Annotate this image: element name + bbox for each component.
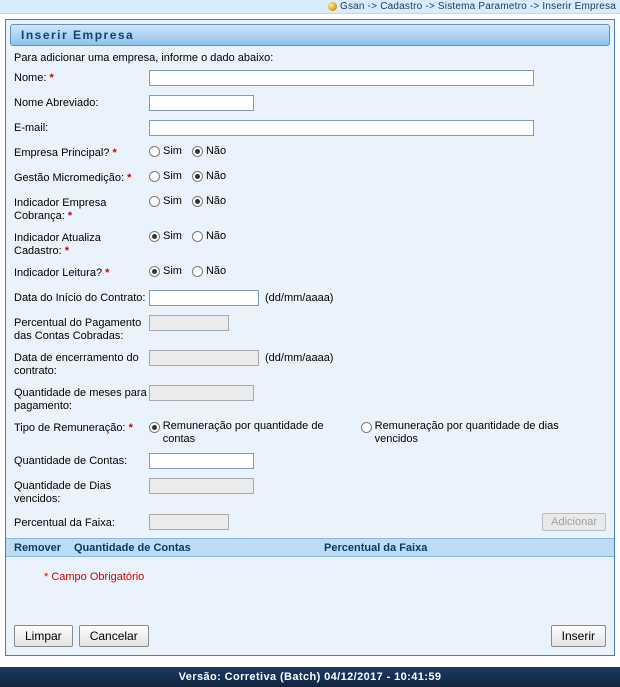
- nome-input[interactable]: [149, 70, 534, 86]
- tipo-remuneracao-dias-vencidos[interactable]: [361, 420, 598, 446]
- data-inicio-contrato-input[interactable]: [149, 290, 259, 306]
- radio-label: Remuneração por quantidade de dias vencidos: [374, 420, 559, 445]
- row-nome-abreviado: [14, 95, 606, 113]
- radio-label: Sim: [163, 145, 182, 157]
- label-gestao-micromedicao-text: Gestão Micromedição:: [14, 172, 125, 184]
- label-empresa-principal-text: Empresa Principal?: [14, 147, 110, 159]
- row-indicador-empresa-cobranca: [14, 195, 606, 223]
- indicador-atualiza-cadastro-nao[interactable]: [192, 230, 226, 242]
- indicador-leitura-radio-group: [149, 265, 606, 277]
- limpar-button[interactable]: Limpar: [14, 625, 73, 647]
- inserir-empresa-panel: [5, 19, 615, 656]
- required-marker: *: [67, 210, 73, 222]
- radio-icon[interactable]: [149, 231, 160, 242]
- data-encerramento-hint: (dd/mm/aaaa): [265, 352, 334, 364]
- radio-label: Não: [205, 145, 227, 157]
- gestao-micromedicao-radio-group: [149, 170, 606, 182]
- empresa-form: [6, 70, 614, 531]
- quantidade-meses-input[interactable]: [149, 385, 254, 401]
- radio-label: Sim: [163, 265, 182, 277]
- tipo-remuneracao-radio-group: [149, 420, 606, 446]
- label-tipo-remuneracao: [14, 420, 149, 435]
- radio-icon[interactable]: [149, 422, 160, 433]
- empresa-principal-sim[interactable]: [149, 145, 182, 157]
- indicador-leitura-sim[interactable]: [149, 265, 182, 277]
- nome-abreviado-input[interactable]: [149, 95, 254, 111]
- indicador-empresa-cobranca-radio-group: [149, 195, 606, 207]
- row-quantidade-contas: [14, 453, 606, 471]
- label-quantidade-dias-vencidos: Quantidade de Dias vencidos:: [14, 480, 112, 505]
- radio-icon[interactable]: [192, 146, 203, 157]
- radio-label: Não: [205, 265, 227, 277]
- tipo-remuneracao-contas[interactable]: [149, 420, 353, 446]
- instruction-text: Para adicionar uma empresa, informe o dado abaixo:: [14, 52, 274, 64]
- row-nome: [14, 70, 606, 88]
- label-empresa-principal: [14, 145, 149, 160]
- label-percentual-pagamento: Percentual do Pagamento das Contas Cobradas:: [14, 317, 142, 342]
- breadcrumb-text: Gsan -> Cadastro -> Sistema Parametro -> Inserir Empresa: [339, 1, 616, 12]
- empresa-principal-radio-group: [149, 145, 606, 157]
- label-indicador-empresa-cobranca: [14, 195, 149, 223]
- row-indicador-leitura: [14, 265, 606, 283]
- indicador-empresa-cobranca-nao[interactable]: [192, 195, 226, 207]
- required-marker: *: [112, 147, 117, 159]
- cancelar-button[interactable]: Cancelar: [79, 625, 149, 647]
- status-bar: [0, 667, 620, 687]
- required-marker: *: [64, 245, 70, 257]
- quantidade-dias-vencidos-input[interactable]: [149, 478, 254, 494]
- indicador-atualiza-cadastro-sim[interactable]: [149, 230, 182, 242]
- radio-label: Não: [205, 170, 227, 182]
- row-data-encerramento: [14, 350, 606, 378]
- row-empresa-principal: [14, 145, 606, 163]
- label-indicador-leitura-text: Indicador Leitura?: [14, 267, 103, 279]
- required-marker: *: [127, 172, 132, 184]
- indicador-atualiza-cadastro-radio-group: [149, 230, 606, 242]
- label-gestao-micromedicao: [14, 170, 149, 185]
- data-inicio-contrato-hint: (dd/mm/aaaa): [265, 292, 334, 304]
- empresa-principal-nao[interactable]: [192, 145, 226, 157]
- footer-buttons: [14, 625, 606, 647]
- radio-label: Não: [205, 230, 227, 242]
- gsan-globe-icon: [328, 2, 337, 11]
- row-tipo-remuneracao: [14, 420, 606, 446]
- column-header-percentual-faixa: Percentual da Faixa: [324, 541, 428, 554]
- inserir-button[interactable]: Inserir: [551, 625, 606, 647]
- adicionar-button[interactable]: Adicionar: [542, 513, 606, 531]
- row-quantidade-dias-vencidos: [14, 478, 606, 506]
- required-marker: *: [105, 267, 110, 279]
- radio-icon[interactable]: [149, 146, 160, 157]
- status-bar-text: Versão: Corretiva (Batch) 04/12/2017 - 10:41:59: [178, 671, 442, 683]
- row-quantidade-meses: [14, 385, 606, 413]
- radio-icon[interactable]: [361, 422, 372, 433]
- label-quantidade-meses: Quantidade de meses para pagamento:: [14, 387, 147, 412]
- faixas-table-header: [6, 538, 614, 557]
- label-percentual-faixa: Percentual da Faixa:: [14, 516, 115, 529]
- row-email: [14, 120, 606, 138]
- radio-icon[interactable]: [192, 266, 203, 277]
- percentual-pagamento-input[interactable]: [149, 315, 229, 331]
- label-indicador-empresa-cobranca-text: Indicador Empresa Cobrança:: [14, 197, 107, 222]
- label-indicador-atualiza-cadastro-text: Indicador Atualiza Cadastro:: [14, 232, 101, 257]
- breadcrumb: [0, 0, 620, 14]
- required-marker: *: [49, 72, 54, 84]
- label-email: E-mail:: [14, 122, 49, 134]
- row-gestao-micromedicao: [14, 170, 606, 188]
- label-data-inicio-contrato: Data do Início do Contrato:: [14, 292, 146, 304]
- radio-icon[interactable]: [149, 266, 160, 277]
- percentual-faixa-input[interactable]: [149, 514, 229, 530]
- radio-label: Sim: [163, 170, 182, 182]
- label-nome-abreviado: Nome Abreviado:: [14, 97, 99, 109]
- label-nome-text: Nome:: [14, 72, 47, 84]
- indicador-leitura-nao[interactable]: [192, 265, 226, 277]
- label-tipo-remuneracao-text: Tipo de Remuneração:: [14, 422, 126, 434]
- required-marker: *: [128, 422, 133, 434]
- label-nome: [14, 70, 149, 85]
- page-title: Inserir Empresa: [10, 24, 610, 46]
- radio-icon[interactable]: [192, 196, 203, 207]
- row-data-inicio-contrato: [14, 290, 606, 308]
- label-quantidade-contas: Quantidade de Contas:: [14, 455, 128, 467]
- radio-label: Remuneração por quantidade de contas: [162, 420, 324, 445]
- campo-obrigatorio-note: * Campo Obrigatório: [44, 571, 145, 583]
- column-header-quantidade-contas: Quantidade de Contas: [74, 541, 191, 554]
- radio-label: Não: [205, 195, 227, 207]
- data-encerramento-input[interactable]: [149, 350, 259, 366]
- radio-icon[interactable]: [192, 171, 203, 182]
- radio-label: Sim: [163, 230, 182, 242]
- column-header-remover: Remover: [14, 541, 62, 554]
- gestao-micromedicao-sim[interactable]: [149, 170, 182, 182]
- radio-icon[interactable]: [149, 196, 160, 207]
- gestao-micromedicao-nao[interactable]: [192, 170, 226, 182]
- radio-icon[interactable]: [192, 231, 203, 242]
- quantidade-contas-input[interactable]: [149, 453, 254, 469]
- radio-icon[interactable]: [149, 171, 160, 182]
- radio-label: Sim: [163, 195, 182, 207]
- row-percentual-pagamento: [14, 315, 606, 343]
- row-percentual-faixa: [14, 513, 606, 531]
- row-indicador-atualiza-cadastro: [14, 230, 606, 258]
- label-data-encerramento: Data de encerramento do contrato:: [14, 352, 139, 377]
- label-indicador-atualiza-cadastro: [14, 230, 149, 258]
- email-input[interactable]: [149, 120, 534, 136]
- label-indicador-leitura: [14, 265, 149, 280]
- indicador-empresa-cobranca-sim[interactable]: [149, 195, 182, 207]
